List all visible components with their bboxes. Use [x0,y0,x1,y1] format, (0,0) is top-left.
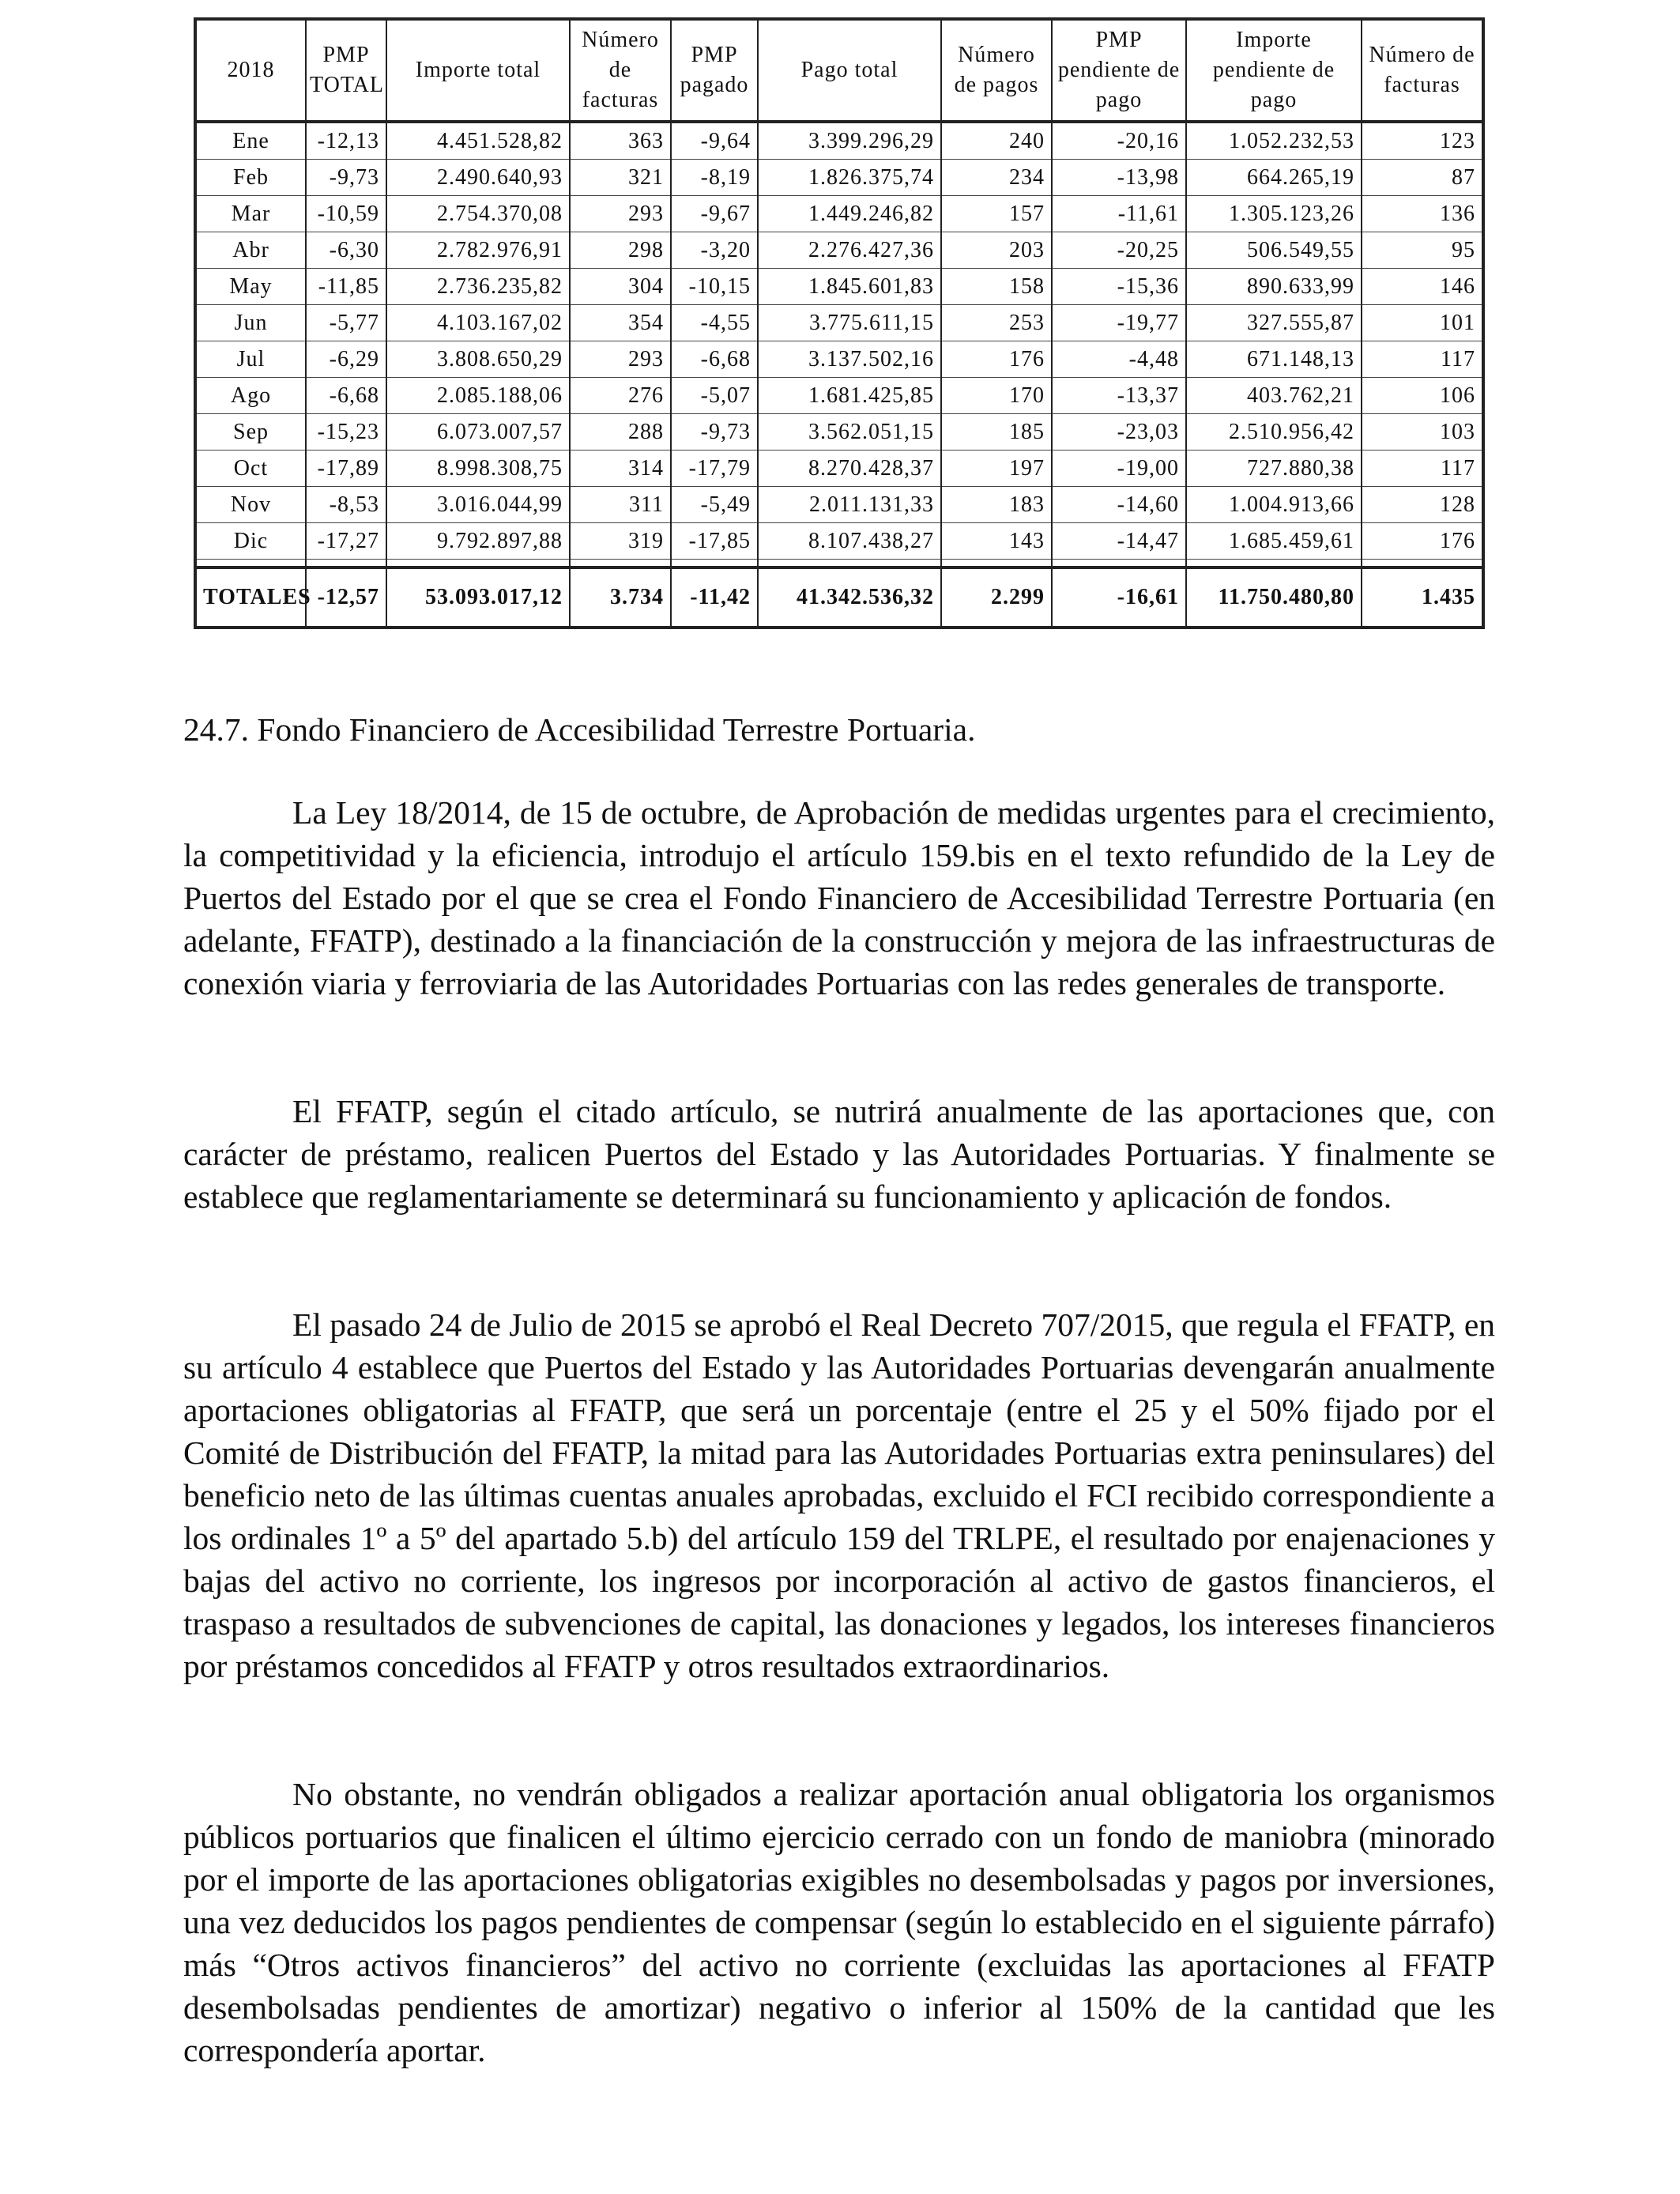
table-cell: 8.998.308,75 [386,450,570,487]
table-cell: 128 [1362,487,1483,523]
table-cell: -6,30 [306,232,386,269]
table-cell: -10,59 [306,196,386,232]
table-cell: 158 [941,269,1052,305]
column-header: Importe total [386,19,570,122]
table-cell: 253 [941,305,1052,341]
spacer-cell [570,560,671,568]
table-cell: -23,03 [1052,414,1186,450]
table-cell: -17,27 [306,523,386,560]
table-cell: 106 [1362,378,1483,414]
table-cell: 727.880,38 [1186,450,1362,487]
table-cell: -11,85 [306,269,386,305]
table-cell: -20,25 [1052,232,1186,269]
month-cell: Sep [195,414,306,450]
totals-cell: -16,61 [1052,567,1186,628]
month-cell: Jul [195,341,306,378]
table-header-row [195,19,1483,122]
table-cell: -17,89 [306,450,386,487]
table-cell: 4.451.528,82 [386,122,570,160]
table-cell: -13,37 [1052,378,1186,414]
table-cell: 298 [570,232,671,269]
totals-cell: -11,42 [671,567,758,628]
table-cell: 1.681.425,85 [758,378,941,414]
table-cell: -11,61 [1052,196,1186,232]
month-cell: Ene [195,122,306,160]
table-cell: 1.685.459,61 [1186,523,1362,560]
table-cell: 3.775.611,15 [758,305,941,341]
table-cell: 2.276.427,36 [758,232,941,269]
spacer-cell [941,560,1052,568]
table-cell: 176 [941,341,1052,378]
table-cell: 2.754.370,08 [386,196,570,232]
table-cell: 123 [1362,122,1483,160]
table-cell: 311 [570,487,671,523]
column-header: Pago total [758,19,941,122]
table-cell: 3.399.296,29 [758,122,941,160]
pmp-table-container [194,17,1482,629]
table-cell: 671.148,13 [1186,341,1362,378]
totals-cell: 53.093.017,12 [386,567,570,628]
table-cell: 1.305.123,26 [1186,196,1362,232]
table-cell: -12,13 [306,122,386,160]
spacer-cell [1362,560,1483,568]
table-cell: -14,60 [1052,487,1186,523]
column-header: PMP pendiente de pago [1052,19,1186,122]
column-header: Número de facturas [570,19,671,122]
table-cell: -5,49 [671,487,758,523]
table-cell: -6,68 [306,378,386,414]
spacer-cell [758,560,941,568]
table-cell: 2.782.976,91 [386,232,570,269]
table-cell: -19,77 [1052,305,1186,341]
totals-cell: 3.734 [570,567,671,628]
table-cell: 146 [1362,269,1483,305]
paragraph-3: El pasado 24 de Julio de 2015 se aprobó el Real Decreto 707/2015, que regula el FFATP, en su artículo 4 establece que Puertos del Estado y las Autoridades Portuarias devengarán anualmente aportaciones obligatorias al FFATP, que será un porcentaje (entre el 25 y el 50% fijado por el Comité de Distribución del FFATP, la mitad para las Autoridades Portuarias extra peninsulares) del beneficio neto de las últimas cuentas anuales aprobadas, excluido el FCI recibido correspondiente a los ordinales 1º a 5º del apartado 5.b) del artículo 159 del TRLPE, el resultado por enajenaciones y bajas del activo no corriente, los ingresos por incorporación al activo de gastos financieros, el traspaso a resultados de subvenciones de capital, las donaciones y legados, los intereses financieros por préstamos concedidos al FFATP y otros resultados extraordinarios. [183,1306,1495,1684]
table-row [195,269,1483,305]
table-cell: 185 [941,414,1052,450]
column-header: Número de pagos [941,19,1052,122]
table-cell: 157 [941,196,1052,232]
table-cell: -8,19 [671,160,758,196]
totals-cell: 41.342.536,32 [758,567,941,628]
column-header: PMP TOTAL [306,19,386,122]
month-cell: Dic [195,523,306,560]
table-cell: 4.103.167,02 [386,305,570,341]
table-spacer-row [195,560,1483,568]
totals-cell: 11.750.480,80 [1186,567,1362,628]
month-cell: Abr [195,232,306,269]
spacer-cell [195,560,306,568]
month-cell: Ago [195,378,306,414]
totals-cell: 2.299 [941,567,1052,628]
table-cell: -19,00 [1052,450,1186,487]
table-cell: 9.792.897,88 [386,523,570,560]
table-cell: 87 [1362,160,1483,196]
table-cell: 2.510.956,42 [1186,414,1362,450]
table-cell: 2.085.188,06 [386,378,570,414]
table-cell: 8.270.428,37 [758,450,941,487]
table-cell: 314 [570,450,671,487]
table-cell: -9,64 [671,122,758,160]
table-cell: -8,53 [306,487,386,523]
paragraph-1: La Ley 18/2014, de 15 de octubre, de Aprobación de medidas urgentes para el crecimiento, la competitividad y la eficiencia, introdujo el artículo 159.bis en el texto refundido de la Ley de Puertos del Estado por el que se crea el Fondo Financiero de Accesibilidad Terrestre Portuaria (en adelante, FFATP), destinado a la financiación de la construcción y mejora de las infraestructuras de conexión viaria y ferroviaria de las Autoridades Portuarias con las redes generales de transporte. [183,794,1495,1001]
column-header: Importe pendiente de pago [1186,19,1362,122]
table-cell: 293 [570,341,671,378]
table-cell: 327.555,87 [1186,305,1362,341]
table-cell: 3.562.051,15 [758,414,941,450]
table-cell: 288 [570,414,671,450]
table-row [195,196,1483,232]
table-cell: -9,73 [671,414,758,450]
table-cell: 3.808.650,29 [386,341,570,378]
spacer-cell [1186,560,1362,568]
totals-label: TOTALES [195,567,306,628]
table-cell: -14,47 [1052,523,1186,560]
table-cell: 1.004.913,66 [1186,487,1362,523]
table-cell: -15,23 [306,414,386,450]
table-cell: -10,15 [671,269,758,305]
table-row [195,341,1483,378]
table-row [195,450,1483,487]
table-row [195,378,1483,414]
table-cell: 103 [1362,414,1483,450]
table-totals-row [195,567,1483,628]
table-cell: 170 [941,378,1052,414]
table-cell: 664.265,19 [1186,160,1362,196]
table-cell: 890.633,99 [1186,269,1362,305]
table-cell: 197 [941,450,1052,487]
table-cell: -13,98 [1052,160,1186,196]
table-cell: -4,48 [1052,341,1186,378]
table-cell: 143 [941,523,1052,560]
table-row [195,523,1483,560]
table-cell: 1.845.601,83 [758,269,941,305]
table-cell: -9,73 [306,160,386,196]
month-cell: Mar [195,196,306,232]
month-cell: May [195,269,306,305]
month-cell: Oct [195,450,306,487]
table-cell: 2.736.235,82 [386,269,570,305]
table-cell: -4,55 [671,305,758,341]
spacer-cell [671,560,758,568]
table-cell: -17,79 [671,450,758,487]
table-cell: 136 [1362,196,1483,232]
column-header: PMP pagado [671,19,758,122]
table-cell: 3.016.044,99 [386,487,570,523]
table-cell: -5,07 [671,378,758,414]
table-cell: 117 [1362,341,1483,378]
table-cell: -17,85 [671,523,758,560]
month-cell: Jun [195,305,306,341]
table-cell: 8.107.438,27 [758,523,941,560]
table-cell: 176 [1362,523,1483,560]
paragraph-2: El FFATP, según el citado artículo, se nutrirá anualmente de las aportaciones que, con carácter de préstamo, realicen Puertos del Estado y las Autoridades Portuarias. Y finalmente se establece que reglamentariamente se determinará su funcionamiento y aplicación de fondos. [183,1093,1495,1215]
column-header: 2018 [195,19,306,122]
spacer-cell [386,560,570,568]
table-body [195,122,1483,567]
table-cell: -5,77 [306,305,386,341]
table-cell: -6,68 [671,341,758,378]
table-cell: 3.137.502,16 [758,341,941,378]
table-cell: 354 [570,305,671,341]
table-cell: 363 [570,122,671,160]
table-cell: -3,20 [671,232,758,269]
table-cell: 403.762,21 [1186,378,1362,414]
table-row [195,232,1483,269]
table-cell: 203 [941,232,1052,269]
table-cell: 234 [941,160,1052,196]
table-row [195,160,1483,196]
table-cell: 1.826.375,74 [758,160,941,196]
column-header: Número de facturas [1362,19,1483,122]
table-cell: 183 [941,487,1052,523]
month-cell: Nov [195,487,306,523]
table-cell: 6.073.007,57 [386,414,570,450]
table-row [195,414,1483,450]
month-cell: Feb [195,160,306,196]
table-cell: 2.011.131,33 [758,487,941,523]
table-cell: 276 [570,378,671,414]
table-row [195,487,1483,523]
pmp-table [194,17,1485,629]
totals-cell: -12,57 [306,567,386,628]
table-cell: 101 [1362,305,1483,341]
spacer-cell [306,560,386,568]
table-row [195,122,1483,160]
table-cell: -9,67 [671,196,758,232]
totals-cell: 1.435 [1362,567,1483,628]
table-cell: 117 [1362,450,1483,487]
table-cell: -15,36 [1052,269,1186,305]
table-cell: -20,16 [1052,122,1186,160]
section-heading: 24.7. Fondo Financiero de Accesibilidad Terrestre Portuaria. [183,711,976,748]
table-cell: 2.490.640,93 [386,160,570,196]
paragraph-4: No obstante, no vendrán obligados a realizar aportación anual obligatoria los organismos públicos portuarios que finalicen el último ejercicio cerrado con un fondo de maniobra (minorado por el importe de las aportaciones obligatorias exigibles no desembolsadas y pagos por inversiones, una vez deducidos los pagos pendientes de compensar (según lo establecido en el siguiente párrafo) más “Otros activos financieros” del activo no corriente (excluidas las aportaciones al FFATP desembolsadas pendientes de amortizar) negativo o inferior al 150% de la cantidad que les correspondería aportar. [183,1776,1495,2068]
table-cell: 321 [570,160,671,196]
table-cell: 1.052.232,53 [1186,122,1362,160]
table-row [195,305,1483,341]
table-cell: 506.549,55 [1186,232,1362,269]
table-cell: 293 [570,196,671,232]
table-cell: 304 [570,269,671,305]
table-cell: 95 [1362,232,1483,269]
spacer-cell [1052,560,1186,568]
table-cell: -6,29 [306,341,386,378]
table-cell: 319 [570,523,671,560]
table-cell: 1.449.246,82 [758,196,941,232]
table-cell: 240 [941,122,1052,160]
